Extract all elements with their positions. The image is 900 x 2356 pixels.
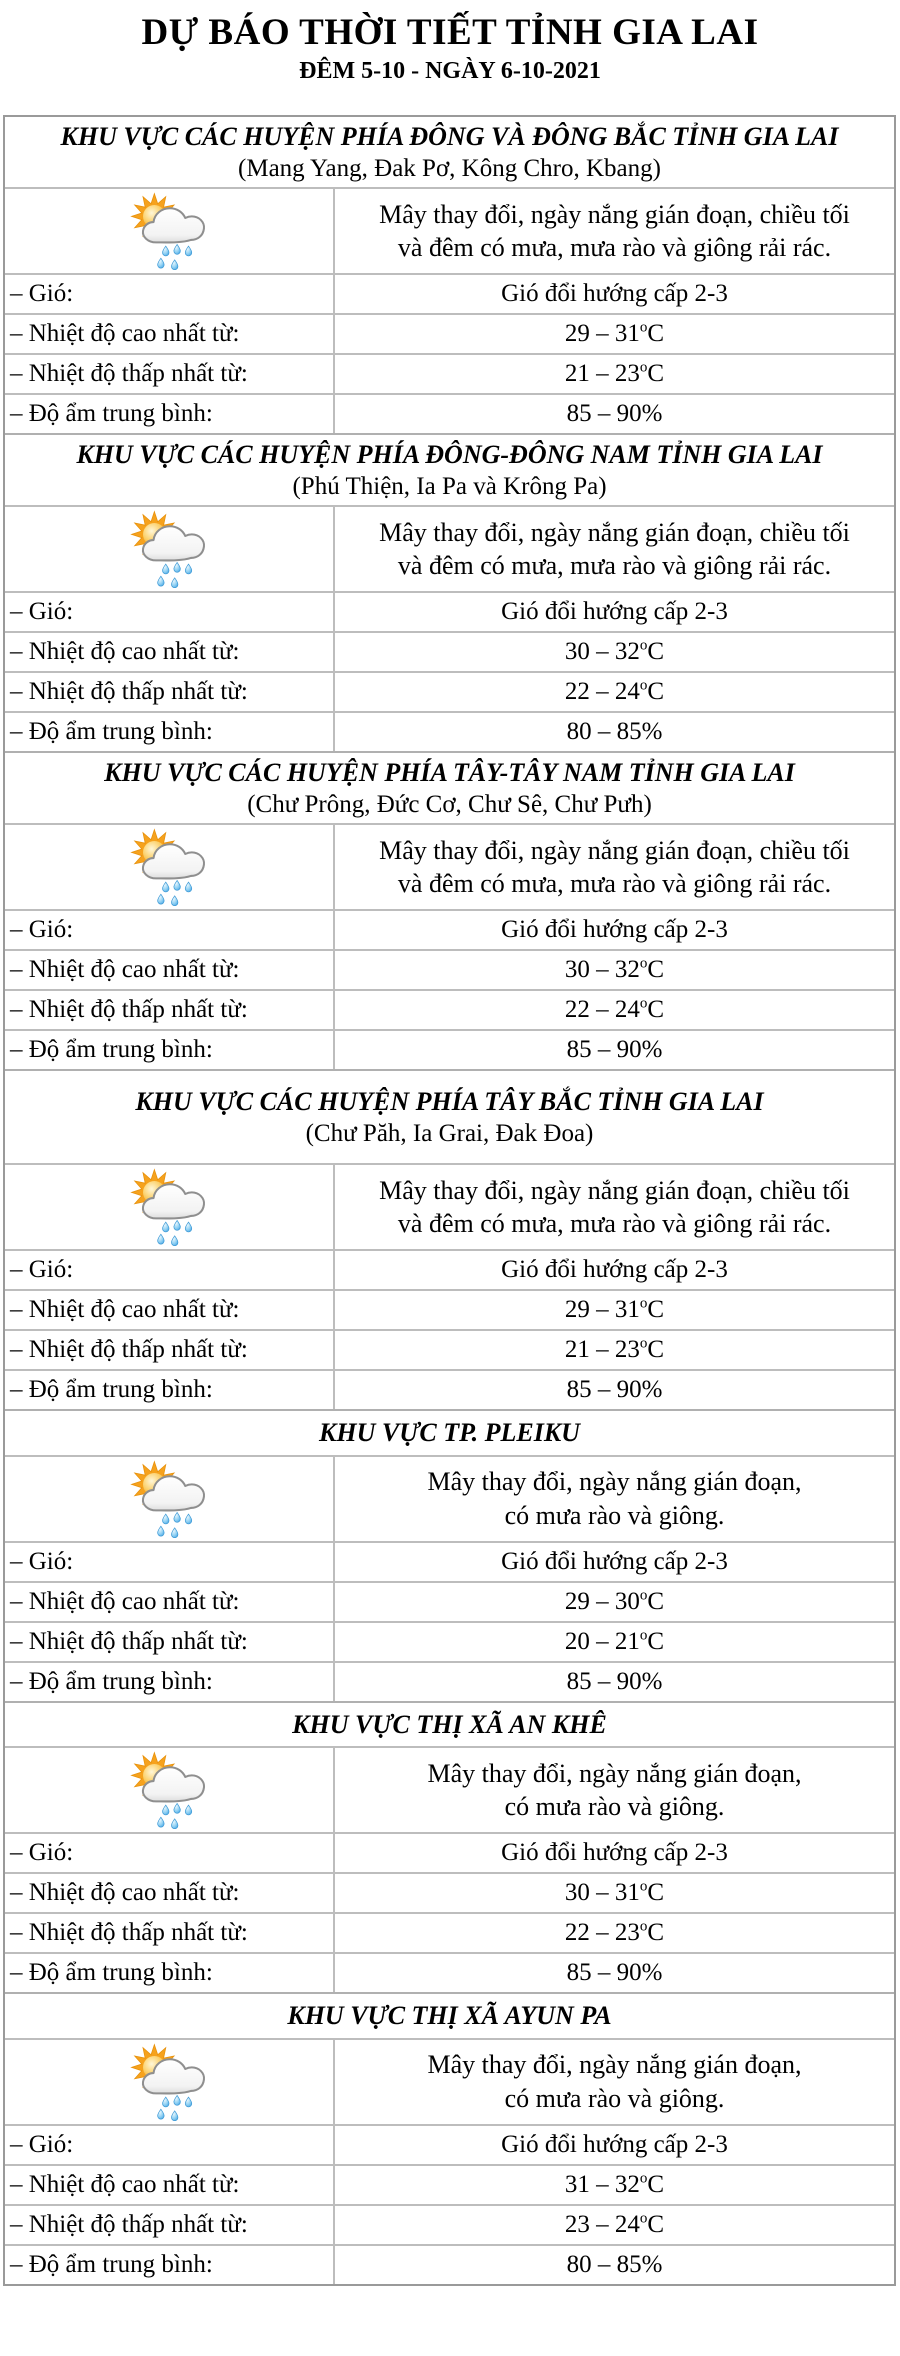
region-name: KHU VỰC CÁC HUYỆN PHÍA ĐÔNG VÀ ĐÔNG BẮC TỈNH GIA LAI [60,122,839,152]
wind-label: – Gió: [5,1543,335,1581]
region-header [5,117,894,187]
wind-label: – Gió: [5,1251,335,1289]
degree-unit: C [647,1336,665,1364]
temp-min-label: – Nhiệt độ thấp nhất từ: [5,1623,335,1661]
wind-row [5,1832,894,1872]
degree-sup: o [639,1627,648,1644]
region-section-tay-taynam [5,751,894,1069]
humidity-value: 85 – 90% [566,400,663,428]
humidity-label: – Độ ẩm trung bình: [5,1371,335,1409]
degree-unit: C [647,638,665,666]
temp-min-range: 22 – 24 [564,678,640,706]
weather-description-line1: Mây thay đổi, ngày nắng gián đoạn, chiều tối [379,1175,850,1205]
temp-min-label: – Nhiệt độ thấp nhất từ: [5,2206,335,2244]
sun-cloud-rain-icon [122,1751,216,1829]
degree-sup: o [639,956,648,973]
wind-value: Gió đổi hướng cấp 2-3 [501,1839,728,1867]
degree-unit: C [647,1879,665,1907]
wind-label: – Gió: [5,593,335,631]
degree-sup: o [639,996,648,1013]
degree-sup: o [639,1296,648,1313]
temp-min-range: 21 – 23 [564,360,640,388]
weather-icon-cell [5,1165,335,1249]
temp-max-range: 29 – 31 [564,1296,640,1324]
temp-max-value [335,315,894,353]
temp-max-range: 29 – 31 [564,320,640,348]
temp-min-value [335,1914,894,1952]
degree-sup: o [639,2210,648,2227]
temp-min-value [335,673,894,711]
wind-row [5,909,894,949]
weather-description [335,2040,894,2124]
weather-description [335,825,894,909]
degree-unit: C [647,320,665,348]
region-section-ayunpa [5,1992,894,2284]
region-section-dong-dongbac [5,117,894,433]
weather-description-line2: và đêm có mưa, mưa rào và giông rải rác. [397,233,832,263]
temp-min-range: 20 – 21 [564,1627,640,1655]
sun-cloud-rain-icon [122,510,216,588]
temp-max-label: – Nhiệt độ cao nhất từ: [5,1583,335,1621]
weather-summary-row [5,823,894,909]
temp-max-value [335,951,894,989]
humidity-label: – Độ ẩm trung bình: [5,2246,335,2284]
temp-min-row [5,1621,894,1661]
weather-description [335,507,894,591]
region-name: KHU VỰC CÁC HUYỆN PHÍA TÂY-TÂY NAM TỈNH GIA LAI [104,758,795,788]
temp-max-value [335,2166,894,2204]
temp-min-range: 21 – 23 [564,1336,640,1364]
temp-min-label: – Nhiệt độ thấp nhất từ: [5,991,335,1029]
weather-icon-cell [5,825,335,909]
temp-min-value [335,355,894,393]
temp-max-range: 29 – 30 [564,1587,640,1615]
temp-max-label: – Nhiệt độ cao nhất từ: [5,1291,335,1329]
temp-max-value [335,1583,894,1621]
degree-unit: C [647,996,665,1024]
humidity-row [5,1369,894,1409]
temp-max-row [5,1581,894,1621]
temp-min-value [335,991,894,1029]
wind-value: Gió đổi hướng cấp 2-3 [501,916,728,944]
sun-cloud-rain-icon [122,828,216,906]
wind-row [5,591,894,631]
region-header [5,1994,894,2038]
degree-sup: o [639,1919,648,1936]
temp-min-row [5,2204,894,2244]
humidity-label: – Độ ẩm trung bình: [5,1031,335,1069]
weather-description-line2: và đêm có mưa, mưa rào và giông rải rác. [397,551,832,581]
degree-unit: C [647,360,665,388]
weather-icon-cell [5,1457,335,1541]
temp-max-value [335,1874,894,1912]
degree-sup: o [639,638,648,655]
wind-row [5,1541,894,1581]
humidity-value: 80 – 85% [566,2250,663,2278]
weather-icon-cell [5,1748,335,1832]
temp-max-row [5,631,894,671]
temp-max-range: 30 – 32 [564,956,640,984]
page-subtitle: ĐÊM 5-10 - NGÀY 6-10-2021 [299,57,601,84]
temp-max-label: – Nhiệt độ cao nhất từ: [5,315,335,353]
temp-min-value [335,1623,894,1661]
wind-label: – Gió: [5,1834,335,1872]
weather-summary-row [5,2038,894,2124]
wind-value: Gió đổi hướng cấp 2-3 [501,1547,728,1575]
temp-min-label: – Nhiệt độ thấp nhất từ: [5,673,335,711]
temp-min-value [335,1331,894,1369]
weather-summary-row [5,187,894,273]
region-header [5,1411,894,1455]
weather-description-line1: Mây thay đổi, ngày nắng gián đoạn, chiều tối [379,835,850,865]
sun-cloud-rain-icon [122,1460,216,1538]
temp-max-row [5,1872,894,1912]
temp-max-label: – Nhiệt độ cao nhất từ: [5,951,335,989]
wind-value: Gió đổi hướng cấp 2-3 [501,1256,728,1284]
temp-min-label: – Nhiệt độ thấp nhất từ: [5,1331,335,1369]
temp-min-label: – Nhiệt độ thấp nhất từ: [5,355,335,393]
humidity-row [5,1029,894,1069]
region-name: KHU VỰC CÁC HUYỆN PHÍA ĐÔNG-ĐÔNG NAM TỈNH GIA LAI [76,440,823,470]
temp-max-range: 30 – 31 [564,1879,640,1907]
degree-unit: C [647,1627,665,1655]
humidity-label: – Độ ẩm trung bình: [5,713,335,751]
weather-description [335,1457,894,1541]
region-name: KHU VỰC TP. PLEIKU [319,1418,580,1448]
temp-max-row [5,949,894,989]
degree-sup: o [639,2170,648,2187]
sun-cloud-rain-icon [122,192,216,270]
sun-cloud-rain-icon [122,1168,216,1246]
weather-description [335,189,894,273]
humidity-row [5,1952,894,1992]
region-districts: (Phú Thiện, Ia Pa và Krông Pa) [292,472,607,500]
weather-icon-cell [5,189,335,273]
sun-cloud-rain-icon [122,2043,216,2121]
region-section-ankhe [5,1701,894,1993]
weather-icon-cell [5,507,335,591]
degree-sup: o [639,1587,648,1604]
temp-max-label: – Nhiệt độ cao nhất từ: [5,2166,335,2204]
degree-unit: C [647,2210,665,2238]
temp-min-label: – Nhiệt độ thấp nhất từ: [5,1914,335,1952]
humidity-row [5,711,894,751]
degree-sup: o [639,1879,648,1896]
region-name: KHU VỰC THỊ XÃ AYUN PA [287,2001,612,2031]
wind-label: – Gió: [5,911,335,949]
weather-description-line2: và đêm có mưa, mưa rào và giông rải rác. [397,869,832,899]
wind-row [5,2124,894,2164]
humidity-value: 85 – 90% [566,1667,663,1695]
forecast-table [3,115,896,2286]
temp-min-range: 23 – 24 [564,2210,640,2238]
temp-min-row [5,353,894,393]
region-section-dong-dongnam [5,433,894,751]
weather-summary-row [5,505,894,591]
degree-unit: C [647,1587,665,1615]
region-header [5,1703,894,1747]
humidity-row [5,1661,894,1701]
weather-description [335,1748,894,1832]
weather-description-line2: có mưa rào và giông. [504,1792,725,1822]
weather-description-line1: Mây thay đổi, ngày nắng gián đoạn, chiều tối [379,199,850,229]
humidity-label: – Độ ẩm trung bình: [5,1954,335,1992]
weather-description-line1: Mây thay đổi, ngày nắng gián đoạn, [427,2050,802,2080]
temp-max-row [5,2164,894,2204]
temp-max-range: 30 – 32 [564,638,640,666]
temp-min-range: 22 – 23 [564,1919,640,1947]
temp-max-label: – Nhiệt độ cao nhất từ: [5,1874,335,1912]
weather-description [335,1165,894,1249]
wind-value: Gió đổi hướng cấp 2-3 [501,2130,728,2158]
temp-max-row [5,1289,894,1329]
wind-value: Gió đổi hướng cấp 2-3 [501,598,728,626]
wind-row [5,1249,894,1289]
degree-unit: C [647,1296,665,1324]
degree-unit: C [647,678,665,706]
humidity-value: 85 – 90% [566,1376,663,1404]
weather-description-line2: có mưa rào và giông. [504,1500,725,1530]
temp-min-value [335,2206,894,2244]
temp-min-row [5,1329,894,1369]
region-section-taybac [5,1069,894,1409]
weather-description-line2: có mưa rào và giông. [504,2083,725,2113]
degree-sup: o [639,1336,648,1353]
weather-description-line1: Mây thay đổi, ngày nắng gián đoạn, [427,1758,802,1788]
temp-min-row [5,989,894,1029]
temp-max-value [335,1291,894,1329]
region-districts: (Chư Prông, Đức Cơ, Chư Sê, Chư Pưh) [247,790,652,818]
temp-max-value [335,633,894,671]
degree-unit: C [647,956,665,984]
degree-unit: C [647,1919,665,1947]
humidity-value: 80 – 85% [566,718,663,746]
temp-min-row [5,671,894,711]
degree-sup: o [639,320,648,337]
humidity-value: 85 – 90% [566,1036,663,1064]
wind-label: – Gió: [5,2126,335,2164]
weather-summary-row [5,1746,894,1832]
weather-description-line2: và đêm có mưa, mưa rào và giông rải rác. [397,1209,832,1239]
page-title: DỰ BÁO THỜI TIẾT TỈNH GIA LAI [141,12,759,53]
region-name: KHU VỰC THỊ XÃ AN KHÊ [292,1709,607,1739]
humidity-row [5,2244,894,2284]
temp-max-row [5,313,894,353]
temp-min-range: 22 – 24 [564,996,640,1024]
wind-value: Gió đổi hướng cấp 2-3 [501,280,728,308]
humidity-value: 85 – 90% [566,1959,663,1987]
degree-sup: o [639,360,648,377]
degree-sup: o [639,678,648,695]
degree-unit: C [647,2170,665,2198]
weather-description-line1: Mây thay đổi, ngày nắng gián đoạn, [427,1467,802,1497]
weather-summary-row [5,1163,894,1249]
region-districts: (Chư Păh, Ia Grai, Đak Đoa) [305,1119,594,1147]
weather-description-line1: Mây thay đổi, ngày nắng gián đoạn, chiều tối [379,517,850,547]
region-header [5,753,894,823]
region-districts: (Mang Yang, Đak Pơ, Kông Chro, Kbang) [238,154,661,182]
wind-row [5,273,894,313]
weather-icon-cell [5,2040,335,2124]
region-name: KHU VỰC CÁC HUYỆN PHÍA TÂY BẮC TỈNH GIA LAI [135,1087,764,1117]
weather-summary-row [5,1455,894,1541]
humidity-label: – Độ ẩm trung bình: [5,1663,335,1701]
temp-min-row [5,1912,894,1952]
temp-max-label: – Nhiệt độ cao nhất từ: [5,633,335,671]
temp-max-range: 31 – 32 [564,2170,640,2198]
humidity-row [5,393,894,433]
region-section-pleiku [5,1409,894,1701]
wind-label: – Gió: [5,275,335,313]
region-header [5,1071,894,1163]
region-header [5,435,894,505]
humidity-label: – Độ ẩm trung bình: [5,395,335,433]
